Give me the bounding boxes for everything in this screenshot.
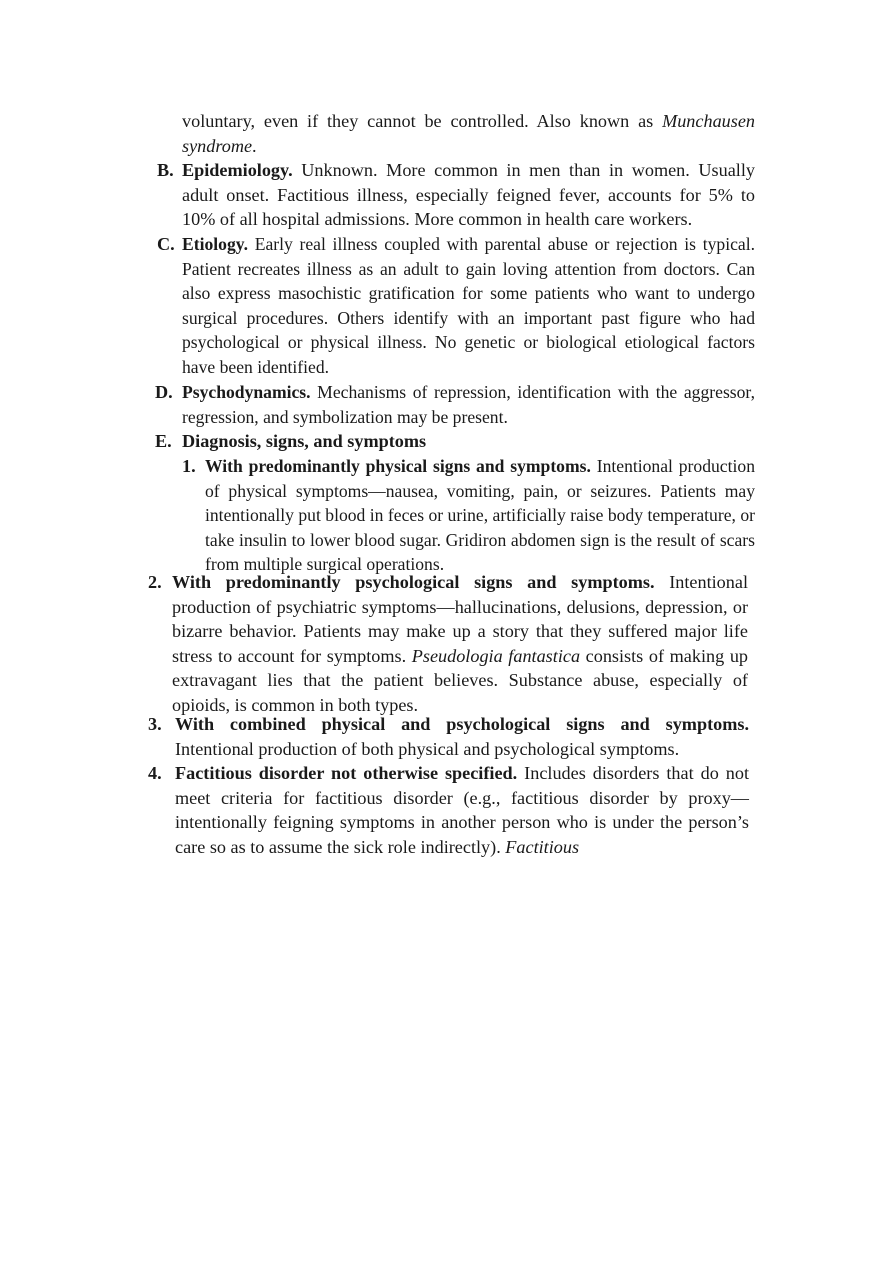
item-2-text: Intentional production of psychiatric symptoms—hallucinations, delusions, depression, or bizarre behavior. Patients may make up a story that they suffered major life stress to account for symptoms. bbox=[172, 572, 748, 666]
intro-end: . bbox=[252, 135, 257, 156]
item-3-text: Intentional production of both physical and psychological symptoms. bbox=[175, 738, 680, 759]
section-c-label: C. bbox=[157, 234, 175, 254]
item-1-text: Intentional production of physical symptoms—nausea, vomiting, pain, or seizures. Patients may intentionally put blood in feces or urine, artificially raise body temperature, or take insulin to lower blood sugar. Gridiron abdomen sign is the result of scars from multiple surgical operations. bbox=[205, 456, 755, 574]
section-c-paragraph bbox=[182, 232, 755, 379]
item-2-text-continued: consists of making up extravagant lies that the patient believes. Substance abuse, especially of opioids, is common in both types. bbox=[172, 645, 749, 715]
item-4-label: 4. bbox=[148, 763, 162, 783]
section-c-text: Early real illness coupled with parental abuse or rejection is typical. Patient recreates illness as an adult to gain loving attention from doctors. Can also express masochistic gratification for some patients who want to undergo surgical procedures. Others identify with an important past figure who had psychological or physical illness. No genetic or biological etiological factors have been identified. bbox=[182, 234, 755, 377]
section-d-label: D. bbox=[155, 382, 173, 402]
item-4-text: Includes disorders that do not meet criteria for factitious disorder (e.g., factitious disorder by proxy—intentionally feigning symptoms in another person who is under the person’s care so as to assume the sick role indirectly). bbox=[175, 763, 750, 857]
section-c-title: Etiology. bbox=[182, 234, 248, 254]
item-1-title: With predominantly physical signs and symptoms. bbox=[205, 456, 591, 476]
section-d-paragraph bbox=[182, 380, 755, 429]
section-d-title: Psychodynamics. bbox=[182, 382, 311, 402]
item-1-label: 1. bbox=[182, 456, 196, 476]
item-2-paragraph bbox=[172, 570, 748, 717]
item-4-italic-term: Factitious bbox=[505, 836, 580, 857]
section-b-title: Epidemiology. bbox=[182, 160, 293, 180]
section-e-title: Diagnosis, signs, and symptoms bbox=[182, 431, 427, 451]
item-3-paragraph bbox=[175, 712, 749, 761]
section-b-text: Unknown. More common in men than in women. Usually adult onset. Factitious illness, especially feigned fever, accounts for 5% to 10% of all hospital admissions. More common in health care workers. bbox=[182, 160, 755, 229]
intro-italic-term: Munchausen syndrome bbox=[182, 111, 755, 156]
section-e-label: E. bbox=[155, 431, 172, 451]
section-d-text: Mechanisms of repression, identification with the aggressor, regression, and symbolization may be present. bbox=[182, 382, 755, 427]
item-2-italic-term: Pseudologia fantastica bbox=[411, 645, 581, 666]
intro-text: voluntary, even if they cannot be controlled. Also known as bbox=[182, 111, 663, 131]
item-2-label: 2. bbox=[148, 572, 162, 592]
section-b-paragraph bbox=[182, 158, 755, 232]
intro-paragraph bbox=[182, 109, 755, 158]
section-b-label: B. bbox=[157, 160, 174, 180]
item-3-title: With combined physical and psychological signs and symptoms. bbox=[175, 714, 749, 734]
item-3-label: 3. bbox=[148, 714, 162, 734]
item-4-title: Factitious disorder not otherwise specified. bbox=[175, 763, 518, 783]
item-1-paragraph bbox=[205, 454, 755, 577]
item-2-title: With predominantly psychological signs and symptoms. bbox=[172, 572, 655, 592]
section-e-heading bbox=[182, 429, 755, 454]
item-4-paragraph bbox=[175, 761, 749, 859]
